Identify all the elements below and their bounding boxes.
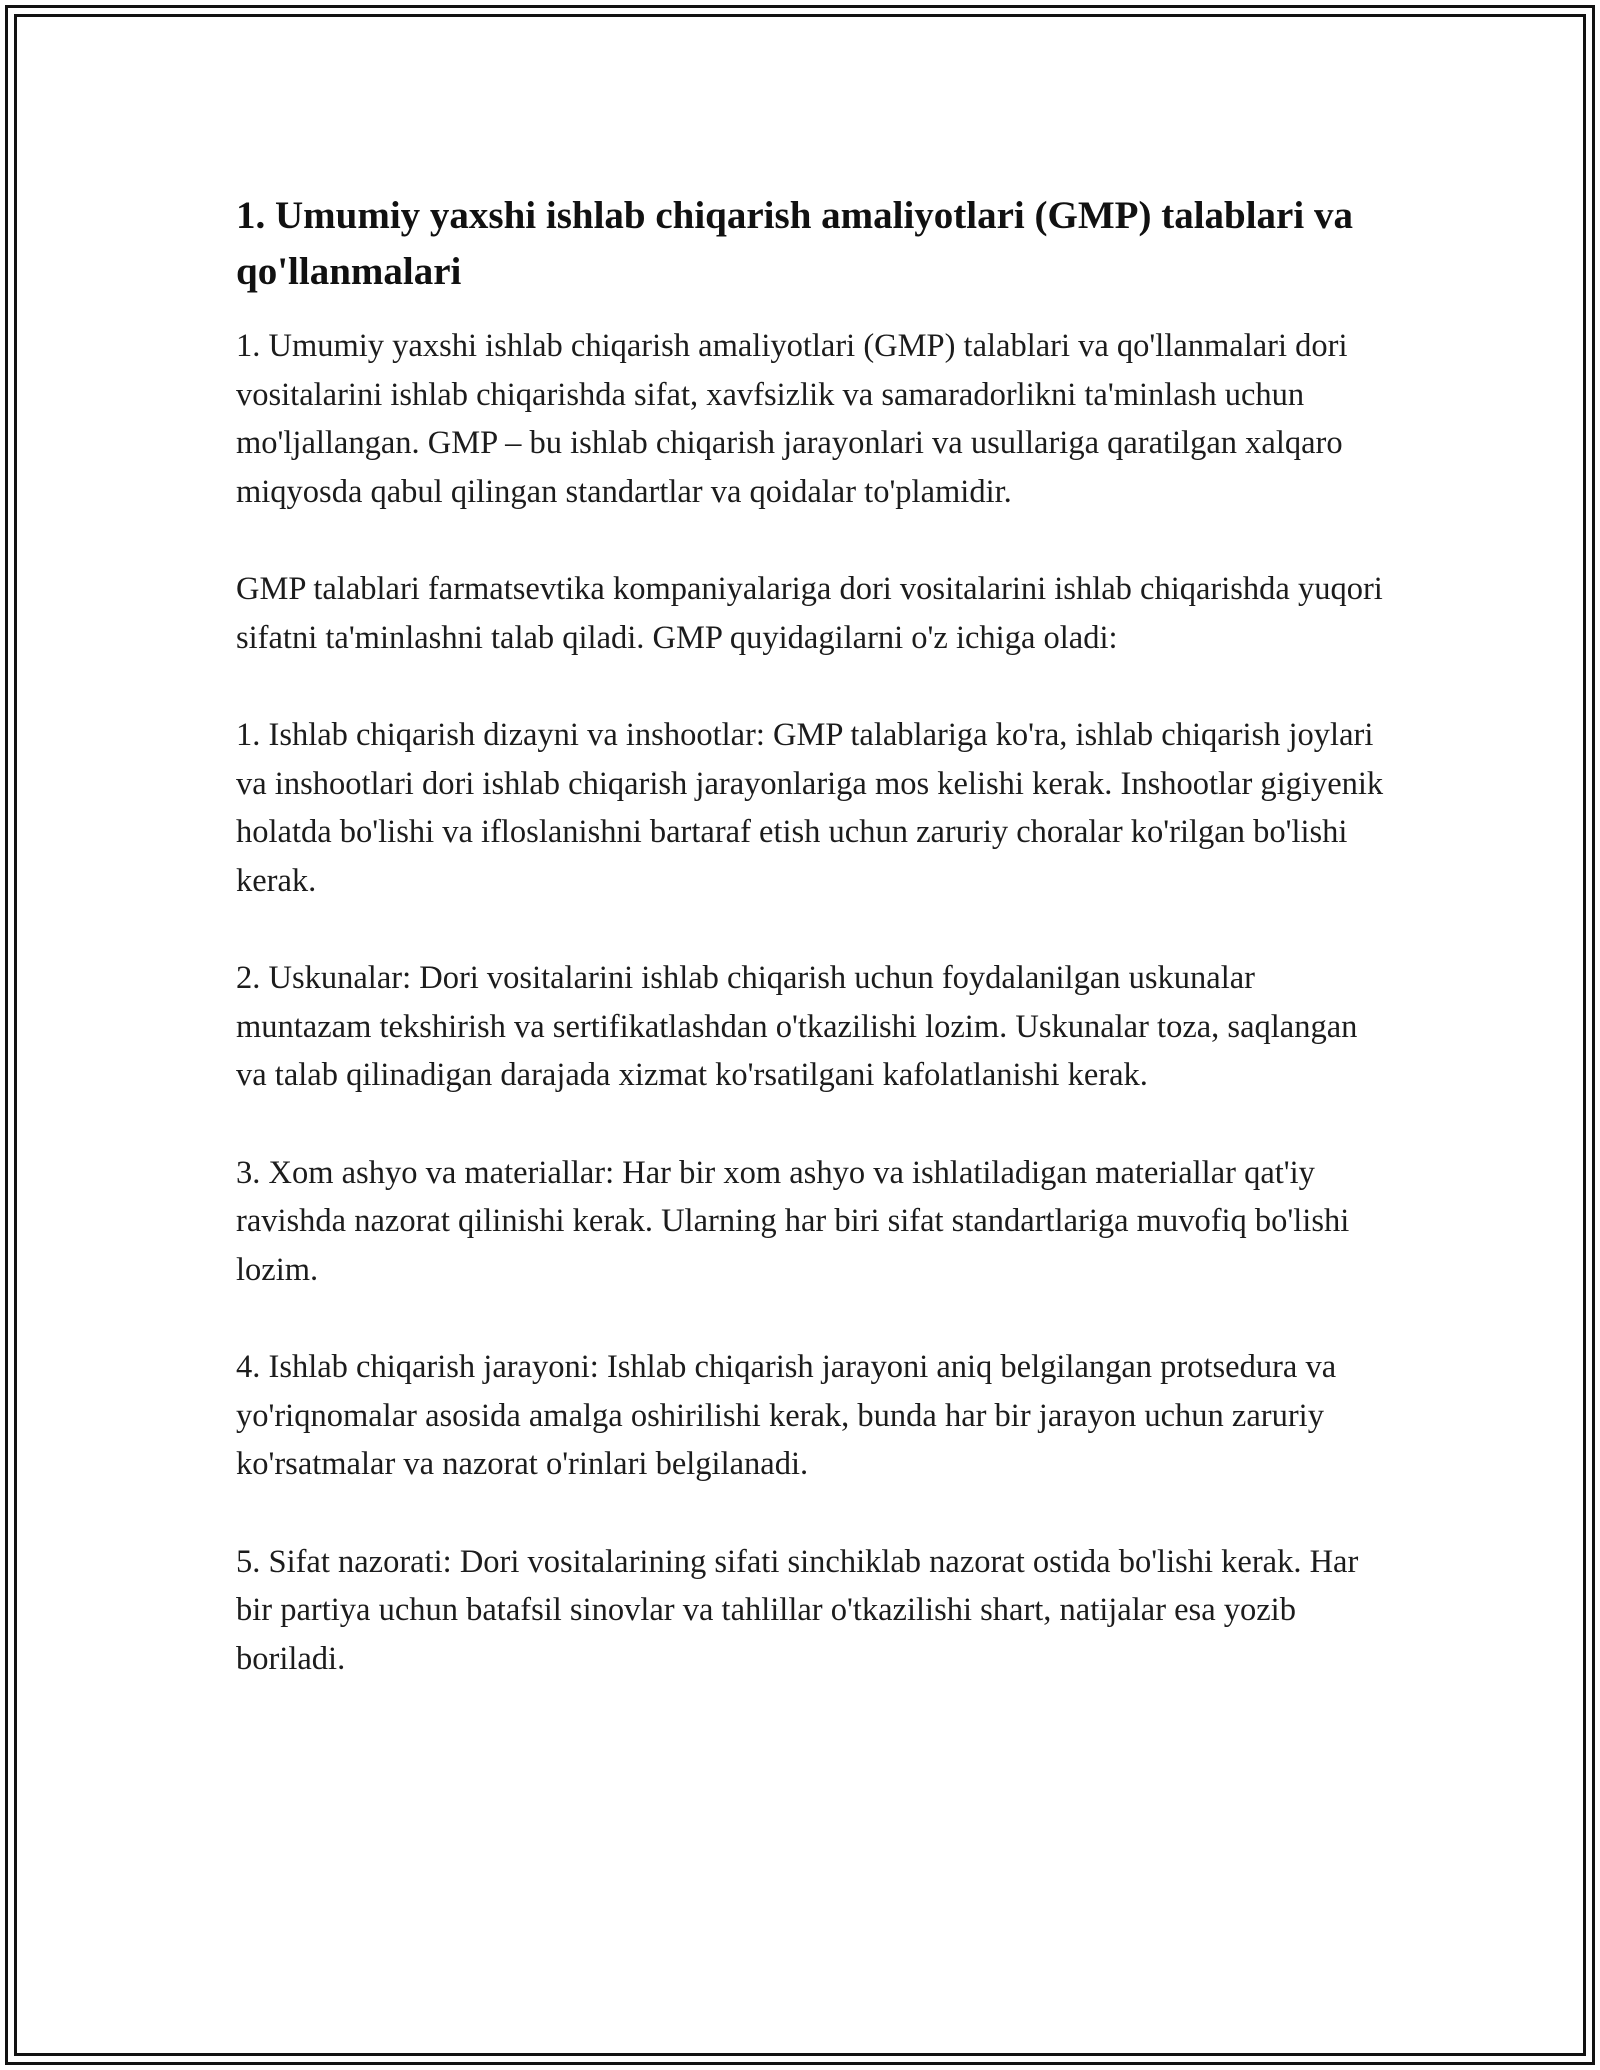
document-body bbox=[236, 188, 1386, 1732]
list-item-raw-materials: 3. Xom ashyo va materiallar: Har bir xom ashyo va ishlatiladigan materiallar qat'iy ravishda nazorat qilinishi kerak. Ularning har biri sifat standartlariga muvofiq bo'lishi lozim. bbox=[236, 1154, 1350, 1288]
document-title: 1. Umumiy yaxshi ishlab chiqarish amaliyotlari (GMP) talablari va qo'llanmalari bbox=[236, 194, 1353, 293]
paragraph-intro: 1. Umumiy yaxshi ishlab chiqarish amaliyotlari (GMP) talablari va qo'llanmalari dori vositalarini ishlab chiqarishda sifat, xavfsizlik va samaradorlikni ta'minlash uchun mo'ljallangan. GMP – bu ishlab chiqarish jarayonlari va usullariga qaratilgan xalqaro miqyosda qabul qilingan standartlar va qoidalar to'plamidir. bbox=[236, 328, 1348, 510]
list-item-production-process: 4. Ishlab chiqarish jarayoni: Ishlab chiqarish jarayoni aniq belgilangan protsedura va yo'riqnomalar asosida amalga oshirilishi kerak, bunda har bir jarayon uchun zaruriy ko'rsatmalar va nazorat o'rinlari belgilanadi. bbox=[236, 1349, 1337, 1482]
paragraph-gmp-includes: GMP talablari farmatsevtika kompaniyalariga dori vositalarini ishlab chiqarishda yuqori sifatni ta'minlashni talab qiladi. GMP quyidagilarni o'z ichiga oladi: bbox=[236, 571, 1383, 656]
list-item-quality-control: 5. Sifat nazorati: Dori vositalarining sifati sinchiklab nazorat ostida bo'lishi kerak. Har bir partiya uchun batafsil sinovlar va tahlillar o'tkazilishi shart, natijalar esa yozib boriladi. bbox=[236, 1543, 1359, 1677]
list-item-facilities: 1. Ishlab chiqarish dizayni va inshootlar: GMP talablariga ko'ra, ishlab chiqarish joylari va inshootlari dori ishlab chiqarish jarayonlariga mos kelishi kerak. Inshootlar gigiyenik holatda bo'lishi va ifloslanishni bartaraf etish uchun zaruriy choralar ko'rilgan bo'lishi kerak. bbox=[236, 717, 1384, 899]
list-item-equipment: 2. Uskunalar: Dori vositalarini ishlab chiqarish uchun foydalanilgan uskunalar muntazam tekshirish va sertifikatlashdan o'tkazilishi lozim. Uskunalar toza, saqlangan va talab qilinadigan darajada xizmat ko'rsatilgani kafolatlanishi kerak. bbox=[236, 960, 1358, 1093]
